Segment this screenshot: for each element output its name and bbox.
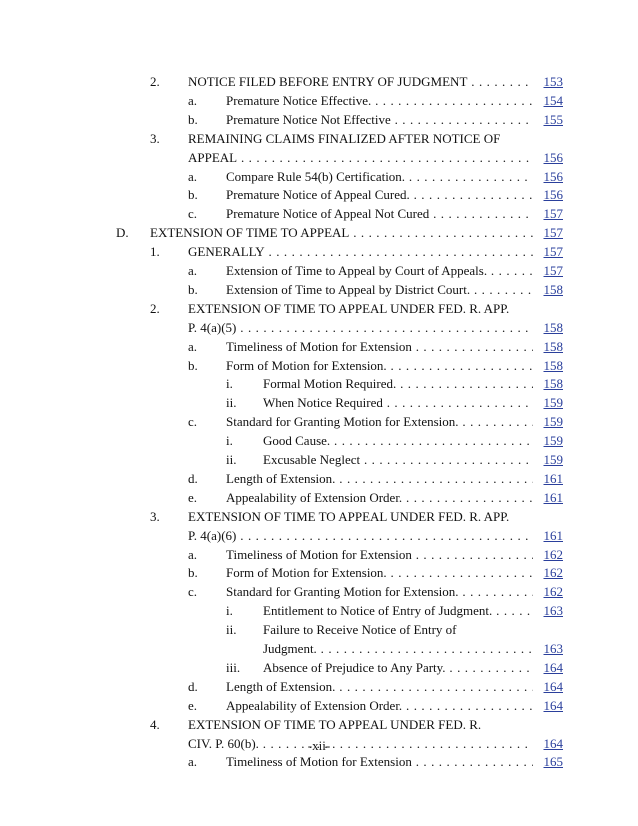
toc-entry-title: When Notice Required . . .	[263, 393, 533, 413]
toc-entry	[0, 545, 638, 565]
toc-entry-title: P. 4(a)(6) . . .	[188, 526, 533, 546]
toc-entry-marker: b.	[188, 357, 198, 373]
toc-entry-marker: iii.	[226, 659, 241, 675]
toc-entry-marker: e.	[188, 489, 198, 505]
toc-entry-title: Appealability of Extension Order. . . .	[226, 696, 533, 716]
toc-entry-title: EXTENSION OF TIME TO APPEAL UNDER FED. R.	[188, 716, 482, 732]
toc-entry-title: CIV. P. 60(b). . . .	[188, 734, 533, 754]
toc-entry	[0, 601, 638, 621]
toc-page-link[interactable]: 164	[543, 697, 563, 713]
toc-entry-title: Standard for Granting Motion for Extension. . . .	[226, 582, 533, 602]
toc-page-link[interactable]: 159	[543, 433, 563, 449]
toc-entry-marker: b.	[188, 281, 198, 297]
toc-entry	[0, 261, 638, 281]
toc-page-link[interactable]: 156	[543, 168, 563, 184]
toc-entry	[0, 242, 638, 262]
toc-entry	[0, 488, 638, 508]
toc-page-link[interactable]: 162	[543, 546, 563, 562]
toc-entry-marker: 3.	[150, 508, 160, 524]
toc-entry	[0, 110, 638, 130]
toc-page-link[interactable]: 158	[543, 357, 563, 373]
toc-entry-marker: 2.	[150, 300, 160, 316]
toc-page-link[interactable]: 156	[543, 149, 563, 165]
toc-entry-title: REMAINING CLAIMS FINALIZED AFTER NOTICE OF	[188, 130, 501, 146]
toc-entry	[0, 469, 638, 489]
toc-entry	[0, 431, 638, 451]
toc-entry	[0, 129, 638, 149]
toc-entry-marker: 4.	[150, 716, 160, 732]
toc-entry	[0, 393, 638, 413]
toc-entry-title: Form of Motion for Extension. . . .	[226, 563, 533, 583]
toc-entry-title: Form of Motion for Extension. . . .	[226, 356, 533, 376]
toc-entry-title: Excusable Neglect . . .	[263, 450, 533, 470]
toc-entry-marker: e.	[188, 697, 198, 713]
toc-page-link[interactable]: 158	[543, 376, 563, 392]
toc-entry	[0, 450, 638, 470]
toc-page-link[interactable]: 158	[543, 338, 563, 354]
toc-entry-marker: i.	[226, 433, 233, 449]
toc-entry	[0, 412, 638, 432]
toc-page-link[interactable]: 162	[543, 565, 563, 581]
toc-page-link[interactable]: 157	[543, 263, 563, 278]
toc-entry-marker: b.	[188, 187, 198, 203]
toc-entry	[0, 280, 638, 300]
toc-page-link[interactable]: 158	[543, 281, 563, 297]
toc-page-link[interactable]: 157	[543, 206, 563, 222]
toc-entry	[0, 696, 638, 716]
toc-entry	[0, 167, 638, 187]
toc-entry-marker: a.	[188, 168, 198, 184]
toc-entry	[0, 72, 638, 92]
toc-entry-title: APPEAL . . .	[188, 148, 533, 168]
toc-page-link[interactable]: 164	[543, 678, 563, 694]
toc-entry	[0, 185, 638, 205]
toc-entry-marker: d.	[188, 470, 198, 486]
toc-entry	[0, 658, 638, 678]
toc-entry-title: P. 4(a)(5) . . .	[188, 318, 533, 338]
toc-page-link[interactable]: 164	[543, 735, 563, 751]
toc-page-link[interactable]: 162	[543, 584, 563, 600]
toc-entry-title: EXTENSION OF TIME TO APPEAL . . .	[150, 223, 533, 243]
toc-entry-marker: a.	[188, 754, 198, 770]
toc-entry-marker: a.	[188, 546, 198, 562]
toc-page-link[interactable]: 155	[543, 111, 563, 127]
toc-entry-title: GENERALLY . . .	[188, 242, 533, 262]
toc-entry	[0, 507, 638, 527]
toc-entry	[0, 91, 638, 111]
toc-entry-marker: D.	[116, 225, 129, 241]
toc-entry	[0, 374, 638, 394]
toc-entry-title: Extension of Time to Appeal by District Court. . . .	[226, 280, 533, 300]
toc-entry-marker: ii.	[226, 395, 237, 411]
toc-entry	[0, 223, 638, 243]
toc-entry-marker: i.	[226, 603, 233, 619]
toc-entry-marker: i.	[226, 376, 233, 392]
toc-entry-marker: b.	[188, 565, 198, 581]
toc-entry	[0, 337, 638, 357]
toc-entry-title: Absence of Prejudice to Any Party. . . .	[263, 658, 533, 678]
toc-entry-title: Premature Notice Not Effective . . .	[226, 110, 533, 130]
toc-entry-marker: ii.	[226, 452, 237, 467]
toc-page-link[interactable]: 156	[543, 187, 563, 203]
toc-entry	[0, 677, 638, 697]
toc-page-link[interactable]: 159	[543, 414, 563, 430]
toc-entry	[0, 356, 638, 376]
toc-entry-marker: a.	[188, 338, 198, 354]
toc-page-link[interactable]: 157	[543, 225, 563, 241]
toc-entry-marker: a.	[188, 263, 198, 278]
toc-entry-title: Length of Extension. . . .	[226, 469, 533, 489]
toc-entry	[0, 563, 638, 583]
toc-entry-marker: 3.	[150, 130, 160, 146]
toc-entry-title: Compare Rule 54(b) Certification. . . .	[226, 167, 533, 187]
toc-entry	[0, 752, 638, 772]
toc-page-link[interactable]: 161	[543, 470, 563, 486]
toc-page-link[interactable]: 154	[543, 92, 563, 108]
toc-entry-title: Premature Notice Effective. . . .	[226, 91, 533, 111]
toc-entry-title: Appealability of Extension Order. . . .	[226, 488, 533, 508]
toc-page-link[interactable]: 153	[543, 74, 563, 89]
toc-entry	[0, 318, 638, 338]
toc-entry-marker: 1.	[150, 244, 160, 260]
toc-entry-title: EXTENSION OF TIME TO APPEAL UNDER FED. R. APP.	[188, 300, 510, 316]
toc-page-link[interactable]: 163	[543, 603, 563, 619]
toc-entry	[0, 148, 638, 168]
toc-entry-marker: d.	[188, 678, 198, 694]
toc-page-link[interactable]: 161	[543, 489, 563, 505]
toc-entry-title: Entitlement to Notice of Entry of Judgment. . . .	[263, 601, 533, 621]
page-number-footer: -xii-	[307, 738, 331, 753]
toc-entry	[0, 715, 638, 735]
toc-entry	[0, 620, 638, 640]
toc-page-link[interactable]: 158	[543, 319, 563, 335]
toc-entry-title: Extension of Time to Appeal by Court of Appeals. . . .	[226, 261, 533, 281]
toc-entry	[0, 204, 638, 224]
toc-entry-marker: ii.	[226, 622, 237, 638]
toc-entry-title: Premature Notice of Appeal Cured. . . .	[226, 185, 533, 205]
toc-entry-title: Good Cause. . . .	[263, 431, 533, 451]
toc-entry	[0, 299, 638, 319]
toc-entry-title: Premature Notice of Appeal Not Cured . . .	[226, 204, 533, 224]
toc-entry-marker: c.	[188, 414, 198, 430]
toc-entry-marker: c.	[188, 584, 198, 600]
toc-entry-title: EXTENSION OF TIME TO APPEAL UNDER FED. R. APP.	[188, 508, 510, 524]
toc-entry	[0, 582, 638, 602]
toc-page-link[interactable]: 159	[543, 395, 563, 411]
toc-entry-title: NOTICE FILED BEFORE ENTRY OF JUDGMENT . . .	[188, 72, 533, 92]
toc-entry-title: Standard for Granting Motion for Extension. . . .	[226, 412, 533, 432]
toc-entry-title: Judgment. . . .	[263, 639, 533, 659]
toc-page-link[interactable]: 159	[543, 452, 563, 467]
toc-entry-marker: 2.	[150, 74, 160, 89]
toc-page-link[interactable]: 165	[543, 754, 563, 770]
toc-entry	[0, 639, 638, 659]
toc-entry-title: Length of Extension. . . .	[226, 677, 533, 697]
toc-entry-title: Failure to Receive Notice of Entry of	[263, 622, 457, 638]
toc-entry-marker: b.	[188, 111, 198, 127]
toc-entry-title: Timeliness of Motion for Extension . . .	[226, 545, 533, 565]
toc-entry-marker: a.	[188, 92, 198, 108]
toc-entry-title: Timeliness of Motion for Extension . . .	[226, 337, 533, 357]
toc-page-link[interactable]: 157	[543, 244, 563, 260]
toc-entry	[0, 526, 638, 546]
toc-page-link[interactable]: 163	[543, 641, 563, 656]
toc-entry-marker: c.	[188, 206, 198, 222]
toc-entry-title: Formal Motion Required. . . .	[263, 374, 533, 394]
toc-entry-title: Timeliness of Motion for Extension . . .	[226, 752, 533, 772]
toc-page-link[interactable]: 164	[543, 659, 563, 675]
toc-page-link[interactable]: 161	[543, 527, 563, 543]
